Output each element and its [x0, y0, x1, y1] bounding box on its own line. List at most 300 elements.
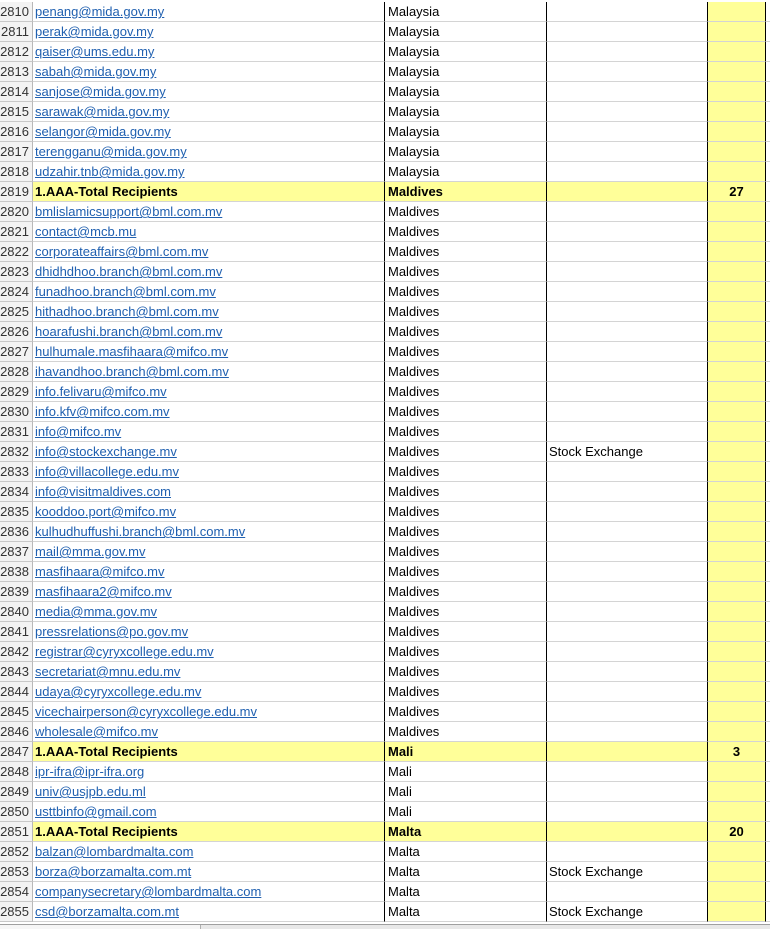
email-link-cell[interactable]: companysecretary@lombardmalta.com [33, 882, 385, 902]
count-cell[interactable] [708, 142, 766, 162]
count-cell[interactable] [708, 22, 766, 42]
email-link-cell[interactable]: perak@mida.gov.my [33, 22, 385, 42]
email-link-cell[interactable]: sarawak@mida.gov.my [33, 102, 385, 122]
email-link-cell[interactable]: csd@borzamalta.com.mt [33, 902, 385, 922]
total-label-cell[interactable]: 1.AAA-Total Recipients [33, 822, 385, 842]
country-cell[interactable]: Maldives [385, 722, 547, 742]
category-cell[interactable] [547, 462, 708, 482]
count-cell[interactable] [708, 662, 766, 682]
email-link-cell[interactable]: funadhoo.branch@bml.com.mv [33, 282, 385, 302]
table-row [0, 642, 770, 662]
next-column-cell[interactable] [766, 122, 770, 142]
row-number[interactable]: 2842 [0, 642, 33, 662]
email-link-cell[interactable]: registrar@cyryxcollege.edu.mv [33, 642, 385, 662]
table-row [0, 42, 770, 62]
next-column-cell[interactable] [766, 302, 770, 322]
category-cell[interactable] [547, 82, 708, 102]
email-link-cell[interactable]: univ@usjpb.edu.ml [33, 782, 385, 802]
country-cell[interactable]: Maldives [385, 182, 547, 202]
count-cell[interactable] [708, 322, 766, 342]
next-column-cell[interactable] [766, 82, 770, 102]
country-cell[interactable]: Maldives [385, 442, 547, 462]
country-cell[interactable]: Malaysia [385, 82, 547, 102]
row-number[interactable]: 2828 [0, 362, 33, 382]
category-cell[interactable] [547, 602, 708, 622]
email-link-cell[interactable]: sanjose@mida.gov.my [33, 82, 385, 102]
row-number[interactable]: 2851 [0, 822, 33, 842]
total-label-cell[interactable]: 1.AAA-Total Recipients [33, 742, 385, 762]
next-column-cell[interactable] [766, 642, 770, 662]
total-row [0, 742, 770, 762]
row-number[interactable]: 2832 [0, 442, 33, 462]
category-cell[interactable] [547, 842, 708, 862]
next-column-cell[interactable] [766, 502, 770, 522]
email-link-cell[interactable]: terengganu@mida.gov.my [33, 142, 385, 162]
row-number[interactable]: 2840 [0, 602, 33, 622]
category-cell[interactable] [547, 402, 708, 422]
next-column-cell[interactable] [766, 382, 770, 402]
table-row [0, 2, 770, 22]
count-cell[interactable] [708, 282, 766, 302]
table-row [0, 602, 770, 622]
count-cell[interactable] [708, 62, 766, 82]
email-link-cell[interactable]: pressrelations@po.gov.mv [33, 622, 385, 642]
row-number[interactable]: 2838 [0, 562, 33, 582]
category-cell[interactable] [547, 882, 708, 902]
count-cell[interactable] [708, 842, 766, 862]
email-link-cell[interactable]: balzan@lombardmalta.com [33, 842, 385, 862]
row-number[interactable]: 2830 [0, 402, 33, 422]
count-cell[interactable] [708, 702, 766, 722]
row-number[interactable]: 2836 [0, 522, 33, 542]
count-cell[interactable] [708, 782, 766, 802]
row-number[interactable]: 2822 [0, 242, 33, 262]
next-column-cell[interactable] [766, 482, 770, 502]
country-cell[interactable]: Maldives [385, 382, 547, 402]
category-cell[interactable] [547, 242, 708, 262]
next-column-cell[interactable] [766, 402, 770, 422]
row-number[interactable]: 2813 [0, 62, 33, 82]
country-cell[interactable]: Mali [385, 782, 547, 802]
category-cell[interactable] [547, 382, 708, 402]
country-cell[interactable]: Mali [385, 742, 547, 762]
count-cell[interactable] [708, 582, 766, 602]
row-number[interactable]: 2811 [0, 22, 33, 42]
row-number[interactable]: 2843 [0, 662, 33, 682]
email-link-cell[interactable]: vicechairperson@cyryxcollege.edu.mv [33, 702, 385, 722]
row-number[interactable]: 2831 [0, 422, 33, 442]
count-cell[interactable] [708, 482, 766, 502]
next-column-cell[interactable] [766, 282, 770, 302]
category-cell[interactable] [547, 142, 708, 162]
category-cell[interactable] [547, 162, 708, 182]
next-column-cell[interactable] [766, 422, 770, 442]
next-column-cell[interactable] [766, 562, 770, 582]
count-cell[interactable] [708, 682, 766, 702]
next-column-cell[interactable] [766, 782, 770, 802]
category-cell[interactable] [547, 742, 708, 762]
email-link-cell[interactable]: ihavandhoo.branch@bml.com.mv [33, 362, 385, 382]
next-column-cell[interactable] [766, 622, 770, 642]
category-cell[interactable] [547, 302, 708, 322]
next-column-cell[interactable] [766, 662, 770, 682]
count-cell[interactable] [708, 882, 766, 902]
next-column-cell[interactable] [766, 802, 770, 822]
row-number[interactable]: 2825 [0, 302, 33, 322]
count-cell[interactable] [708, 222, 766, 242]
country-cell[interactable]: Mali [385, 762, 547, 782]
country-cell[interactable]: Malaysia [385, 22, 547, 42]
email-link-cell[interactable]: info@mifco.mv [33, 422, 385, 442]
row-number[interactable]: 2821 [0, 222, 33, 242]
category-cell[interactable] [547, 802, 708, 822]
country-cell[interactable]: Maldives [385, 662, 547, 682]
country-cell[interactable]: Maldives [385, 422, 547, 442]
email-link-cell[interactable]: secretariat@mnu.edu.mv [33, 662, 385, 682]
count-cell[interactable] [708, 762, 766, 782]
row-number[interactable]: 2850 [0, 802, 33, 822]
count-cell[interactable] [708, 602, 766, 622]
row-number[interactable]: 2852 [0, 842, 33, 862]
table-row [0, 142, 770, 162]
count-cell[interactable] [708, 462, 766, 482]
row-number[interactable]: 2833 [0, 462, 33, 482]
email-link-cell[interactable]: udaya@cyryxcollege.edu.mv [33, 682, 385, 702]
count-cell[interactable] [708, 402, 766, 422]
email-link-cell[interactable]: wholesale@mifco.mv [33, 722, 385, 742]
email-link-cell[interactable]: borza@borzamalta.com.mt [33, 862, 385, 882]
email-link-cell[interactable]: info@villacollege.edu.mv [33, 462, 385, 482]
sheet-tab[interactable] [0, 925, 101, 929]
email-link-cell[interactable]: penang@mida.gov.my [33, 2, 385, 22]
next-column-cell[interactable] [766, 462, 770, 482]
table-row [0, 62, 770, 82]
country-cell[interactable]: Maldives [385, 362, 547, 382]
country-cell[interactable]: Maldives [385, 622, 547, 642]
row-number[interactable]: 2827 [0, 342, 33, 362]
count-cell[interactable] [708, 862, 766, 882]
table-row [0, 302, 770, 322]
row-number[interactable]: 2819 [0, 182, 33, 202]
country-cell[interactable]: Maldives [385, 242, 547, 262]
count-cell[interactable] [708, 202, 766, 222]
category-cell[interactable] [547, 262, 708, 282]
count-cell[interactable] [708, 242, 766, 262]
next-column-cell[interactable] [766, 822, 770, 842]
country-cell[interactable]: Malta [385, 882, 547, 902]
row-number[interactable]: 2845 [0, 702, 33, 722]
category-cell[interactable] [547, 182, 708, 202]
count-cell[interactable] [708, 302, 766, 322]
next-column-cell[interactable] [766, 442, 770, 462]
category-cell[interactable] [547, 682, 708, 702]
row-number[interactable]: 2820 [0, 202, 33, 222]
next-column-cell[interactable] [766, 22, 770, 42]
country-cell[interactable]: Malaysia [385, 42, 547, 62]
next-column-cell[interactable] [766, 522, 770, 542]
category-cell[interactable] [547, 362, 708, 382]
category-cell[interactable] [547, 822, 708, 842]
row-number[interactable]: 2816 [0, 122, 33, 142]
country-cell[interactable]: Mali [385, 802, 547, 822]
count-cell[interactable]: 3 [708, 742, 766, 762]
country-cell[interactable]: Maldives [385, 562, 547, 582]
table-row [0, 322, 770, 342]
country-cell[interactable]: Malta [385, 842, 547, 862]
email-link-cell[interactable]: info.kfv@mifco.com.mv [33, 402, 385, 422]
country-cell[interactable]: Malaysia [385, 2, 547, 22]
next-column-cell[interactable] [766, 542, 770, 562]
country-cell[interactable]: Maldives [385, 222, 547, 242]
row-number[interactable]: 2826 [0, 322, 33, 342]
count-cell[interactable] [708, 502, 766, 522]
next-column-cell[interactable] [766, 2, 770, 22]
category-cell[interactable] [547, 562, 708, 582]
country-cell[interactable]: Maldives [385, 602, 547, 622]
row-number[interactable]: 2829 [0, 382, 33, 402]
table-row [0, 202, 770, 222]
country-cell[interactable]: Malaysia [385, 162, 547, 182]
next-column-cell[interactable] [766, 62, 770, 82]
next-column-cell[interactable] [766, 142, 770, 162]
category-cell[interactable] [547, 622, 708, 642]
email-link-cell[interactable]: kulhudhuffushi.branch@bml.com.mv [33, 522, 385, 542]
table-row [0, 562, 770, 582]
row-number[interactable]: 2847 [0, 742, 33, 762]
country-cell[interactable]: Maldives [385, 342, 547, 362]
count-cell[interactable] [708, 262, 766, 282]
email-link-cell[interactable]: hoarafushi.branch@bml.com.mv [33, 322, 385, 342]
country-cell[interactable]: Maldives [385, 682, 547, 702]
row-number[interactable]: 2815 [0, 102, 33, 122]
row-number[interactable]: 2841 [0, 622, 33, 642]
row-number[interactable]: 2854 [0, 882, 33, 902]
category-cell[interactable] [547, 782, 708, 802]
row-number[interactable]: 2855 [0, 902, 33, 922]
table-row [0, 82, 770, 102]
category-cell[interactable]: Stock Exchange [547, 902, 708, 922]
next-column-cell[interactable] [766, 602, 770, 622]
category-cell[interactable] [547, 222, 708, 242]
email-link-cell[interactable]: hithadhoo.branch@bml.com.mv [33, 302, 385, 322]
country-cell[interactable]: Maldives [385, 262, 547, 282]
country-cell[interactable]: Maldives [385, 542, 547, 562]
table-row [0, 802, 770, 822]
row-number[interactable]: 2810 [0, 2, 33, 22]
row-number[interactable]: 2844 [0, 682, 33, 702]
category-cell[interactable] [547, 722, 708, 742]
next-column-cell[interactable] [766, 882, 770, 902]
country-cell[interactable]: Malaysia [385, 122, 547, 142]
row-number[interactable]: 2824 [0, 282, 33, 302]
email-link-cell[interactable]: media@mma.gov.mv [33, 602, 385, 622]
count-cell[interactable] [708, 362, 766, 382]
email-link-cell[interactable]: kooddoo.port@mifco.mv [33, 502, 385, 522]
count-cell[interactable] [708, 442, 766, 462]
count-cell[interactable] [708, 102, 766, 122]
email-link-cell[interactable]: qaiser@ums.edu.my [33, 42, 385, 62]
count-cell[interactable] [708, 642, 766, 662]
category-cell[interactable] [547, 282, 708, 302]
next-column-cell[interactable] [766, 162, 770, 182]
count-cell[interactable] [708, 802, 766, 822]
total-label-cell[interactable]: 1.AAA-Total Recipients [33, 182, 385, 202]
count-cell[interactable] [708, 382, 766, 402]
count-cell[interactable] [708, 2, 766, 22]
row-number[interactable]: 2853 [0, 862, 33, 882]
country-cell[interactable]: Maldives [385, 302, 547, 322]
row-number[interactable]: 2837 [0, 542, 33, 562]
sheet-tab[interactable] [100, 925, 201, 929]
category-cell[interactable]: Stock Exchange [547, 442, 708, 462]
row-number[interactable]: 2835 [0, 502, 33, 522]
count-cell[interactable] [708, 722, 766, 742]
table-row [0, 262, 770, 282]
table-row [0, 422, 770, 442]
category-cell[interactable] [547, 342, 708, 362]
next-column-cell[interactable] [766, 682, 770, 702]
email-link-cell[interactable]: dhidhdhoo.branch@bml.com.mv [33, 262, 385, 282]
count-cell[interactable] [708, 162, 766, 182]
email-link-cell[interactable]: selangor@mida.gov.my [33, 122, 385, 142]
category-cell[interactable] [547, 22, 708, 42]
category-cell[interactable] [547, 502, 708, 522]
category-cell[interactable] [547, 522, 708, 542]
next-column-cell[interactable] [766, 222, 770, 242]
email-link-cell[interactable]: contact@mcb.mu [33, 222, 385, 242]
category-cell[interactable] [547, 582, 708, 602]
country-cell[interactable]: Maldives [385, 282, 547, 302]
category-cell[interactable] [547, 102, 708, 122]
email-link-cell[interactable]: info@stockexchange.mv [33, 442, 385, 462]
next-column-cell[interactable] [766, 742, 770, 762]
row-number[interactable]: 2848 [0, 762, 33, 782]
country-cell[interactable]: Maldives [385, 482, 547, 502]
sheet-tab-bar [0, 924, 770, 929]
row-number[interactable]: 2823 [0, 262, 33, 282]
country-cell[interactable]: Malta [385, 822, 547, 842]
count-cell[interactable] [708, 562, 766, 582]
category-cell[interactable] [547, 62, 708, 82]
table-row [0, 342, 770, 362]
country-cell[interactable]: Malaysia [385, 62, 547, 82]
count-cell[interactable] [708, 42, 766, 62]
category-cell[interactable] [547, 2, 708, 22]
table-row [0, 762, 770, 782]
next-column-cell[interactable] [766, 702, 770, 722]
country-cell[interactable]: Malaysia [385, 142, 547, 162]
row-number[interactable]: 2817 [0, 142, 33, 162]
country-cell[interactable]: Maldives [385, 502, 547, 522]
email-link-cell[interactable]: usttbinfo@gmail.com [33, 802, 385, 822]
country-cell[interactable]: Maldives [385, 322, 547, 342]
country-cell[interactable]: Maldives [385, 202, 547, 222]
next-column-cell[interactable] [766, 842, 770, 862]
email-link-cell[interactable]: info.felivaru@mifco.mv [33, 382, 385, 402]
next-column-cell[interactable] [766, 362, 770, 382]
category-cell[interactable] [547, 702, 708, 722]
category-cell[interactable] [547, 122, 708, 142]
country-cell[interactable]: Maldives [385, 582, 547, 602]
country-cell[interactable]: Malaysia [385, 102, 547, 122]
row-number[interactable]: 2839 [0, 582, 33, 602]
category-cell[interactable] [547, 322, 708, 342]
count-cell[interactable] [708, 542, 766, 562]
count-cell[interactable] [708, 902, 766, 922]
count-cell[interactable] [708, 342, 766, 362]
row-number[interactable]: 2834 [0, 482, 33, 502]
count-cell[interactable] [708, 82, 766, 102]
next-column-cell[interactable] [766, 722, 770, 742]
email-link-cell[interactable]: sabah@mida.gov.my [33, 62, 385, 82]
country-cell[interactable]: Maldives [385, 522, 547, 542]
count-cell[interactable] [708, 422, 766, 442]
next-column-cell[interactable] [766, 762, 770, 782]
next-column-cell[interactable] [766, 322, 770, 342]
next-column-cell[interactable] [766, 342, 770, 362]
email-link-cell[interactable]: mail@mma.gov.mv [33, 542, 385, 562]
count-cell[interactable] [708, 522, 766, 542]
count-cell[interactable] [708, 122, 766, 142]
table-row [0, 622, 770, 642]
email-link-cell[interactable]: info@visitmaldives.com [33, 482, 385, 502]
next-column-cell[interactable] [766, 262, 770, 282]
row-number[interactable]: 2818 [0, 162, 33, 182]
category-cell[interactable] [547, 762, 708, 782]
row-number[interactable]: 2846 [0, 722, 33, 742]
country-cell[interactable]: Maldives [385, 642, 547, 662]
row-number[interactable]: 2814 [0, 82, 33, 102]
country-cell[interactable]: Maldives [385, 702, 547, 722]
category-cell[interactable] [547, 482, 708, 502]
category-cell[interactable] [547, 202, 708, 222]
country-cell[interactable]: Maldives [385, 402, 547, 422]
category-cell[interactable] [547, 642, 708, 662]
email-link-cell[interactable]: ipr-ifra@ipr-ifra.org [33, 762, 385, 782]
country-cell[interactable]: Maldives [385, 462, 547, 482]
email-link-cell[interactable]: hulhumale.masfihaara@mifco.mv [33, 342, 385, 362]
next-column-cell[interactable] [766, 42, 770, 62]
table-row [0, 882, 770, 902]
count-cell[interactable]: 27 [708, 182, 766, 202]
category-cell[interactable] [547, 422, 708, 442]
email-link-cell[interactable]: udzahir.tnb@mida.gov.my [33, 162, 385, 182]
category-cell[interactable]: Stock Exchange [547, 862, 708, 882]
table-row [0, 782, 770, 802]
count-cell[interactable] [708, 622, 766, 642]
next-column-cell[interactable] [766, 102, 770, 122]
country-cell[interactable]: Malta [385, 862, 547, 882]
next-column-cell[interactable] [766, 582, 770, 602]
category-cell[interactable] [547, 42, 708, 62]
row-number[interactable]: 2812 [0, 42, 33, 62]
count-cell[interactable]: 20 [708, 822, 766, 842]
email-link-cell[interactable]: bmlislamicsupport@bml.com.mv [33, 202, 385, 222]
category-cell[interactable] [547, 662, 708, 682]
next-column-cell[interactable] [766, 902, 770, 922]
category-cell[interactable] [547, 542, 708, 562]
table-row [0, 522, 770, 542]
email-link-cell[interactable]: masfihaara@mifco.mv [33, 562, 385, 582]
next-column-cell[interactable] [766, 242, 770, 262]
email-link-cell[interactable]: masfihaara2@mifco.mv [33, 582, 385, 602]
row-number[interactable]: 2849 [0, 782, 33, 802]
next-column-cell[interactable] [766, 202, 770, 222]
country-cell[interactable]: Malta [385, 902, 547, 922]
next-column-cell[interactable] [766, 182, 770, 202]
email-link-cell[interactable]: corporateaffairs@bml.com.mv [33, 242, 385, 262]
next-column-cell[interactable] [766, 862, 770, 882]
